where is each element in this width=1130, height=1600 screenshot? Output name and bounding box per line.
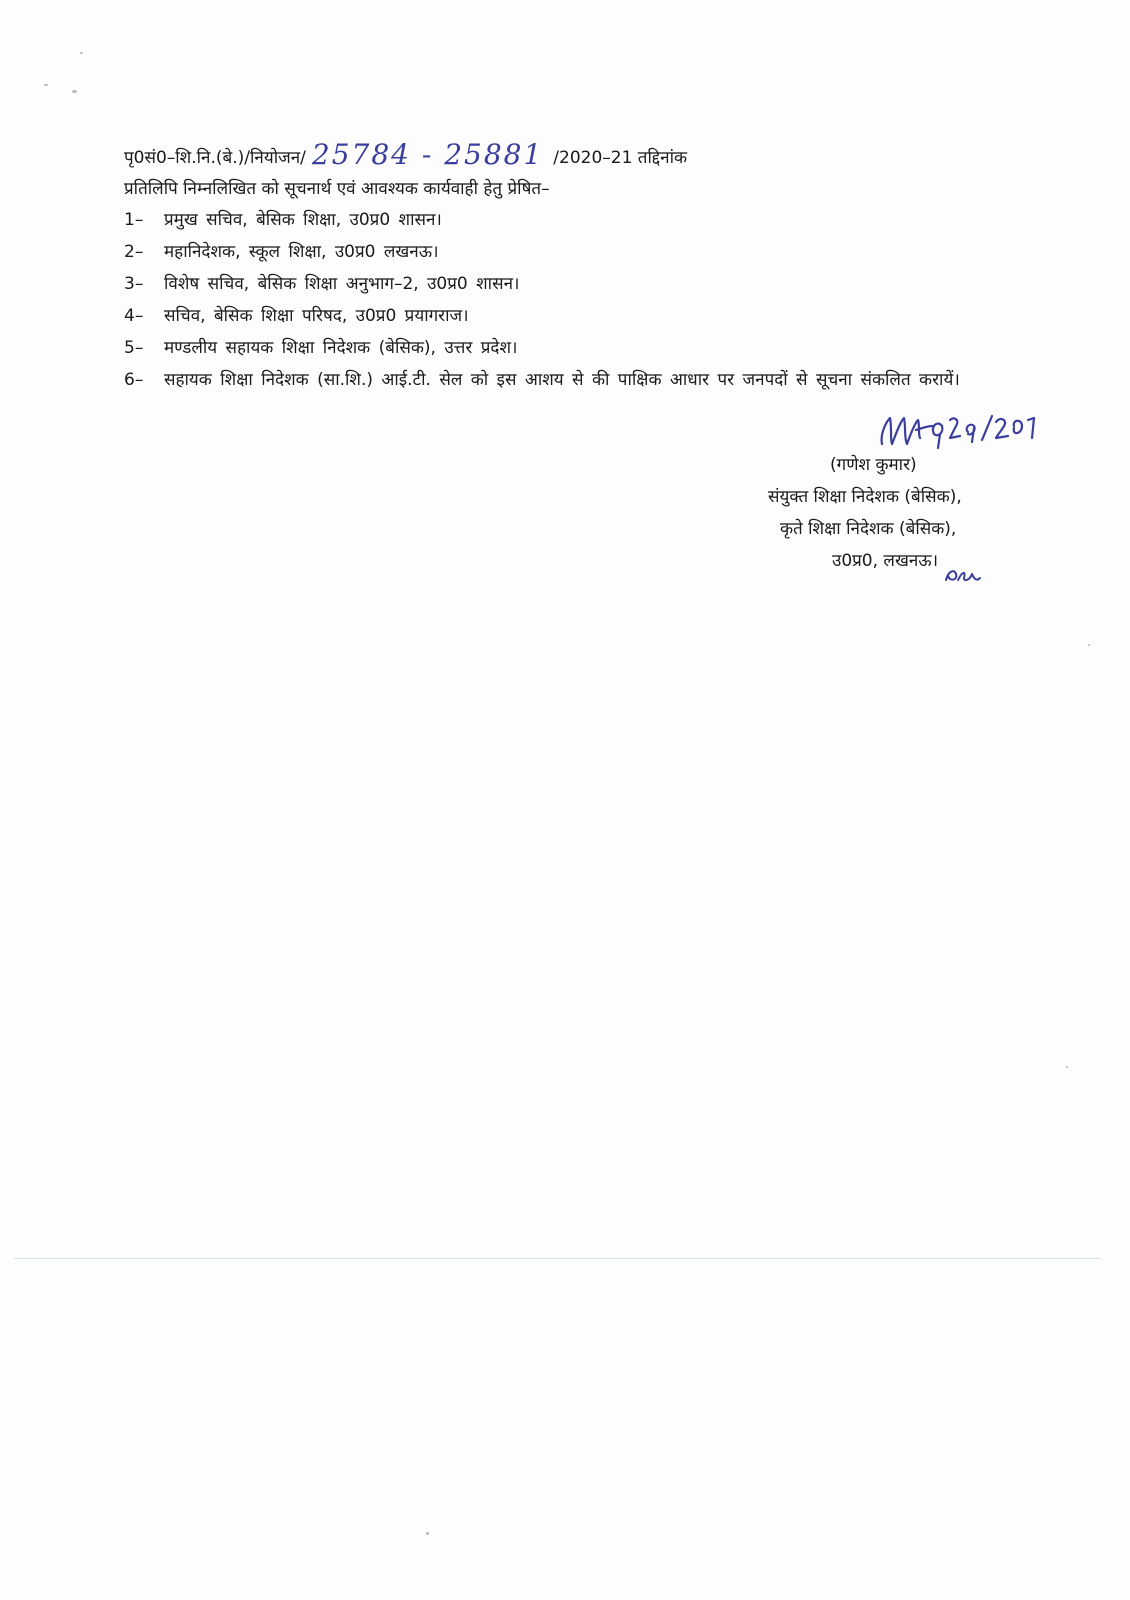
scan-speck: [1088, 644, 1090, 646]
scan-speck: [426, 1532, 429, 1535]
list-item: [124, 333, 1064, 364]
handwritten-reference-number: 25784 - 25881: [311, 138, 544, 171]
list-item: [124, 365, 1064, 396]
list-item-number: 5–: [124, 338, 144, 358]
scan-speck: [80, 52, 83, 54]
handwritten-signature: [876, 404, 1046, 454]
list-item-text: सचिव, बेसिक शिक्षा परिषद, उ0प्र0 प्रयागराज।: [164, 306, 469, 326]
list-item-number: 2–: [124, 242, 144, 262]
list-item-text: प्रमुख सचिव, बेसिक शिक्षा, उ0प्र0 शासन।: [164, 210, 442, 230]
handwritten-initials: [942, 560, 982, 586]
list-item: [124, 205, 1064, 236]
recipients-list: [124, 205, 1064, 397]
list-item-text: महानिदेशक, स्कूल शिक्षा, उ0प्र0 लखनऊ।: [164, 242, 439, 262]
copy-forwarded-line: प्रतिलिपि निम्नलिखित को सूचनार्थ एवं आवश्यक कार्यवाही हेतु प्रेषित–: [124, 179, 550, 199]
scan-fold-line: [14, 1258, 1100, 1259]
list-item-text: विशेष सचिव, बेसिक शिक्षा अनुभाग–2, उ0प्र0 शासन।: [164, 274, 520, 294]
list-item: [124, 269, 1064, 300]
list-item-number: 4–: [124, 306, 144, 326]
scan-speck: [44, 84, 48, 86]
list-item: [124, 237, 1064, 268]
signatory-location: उ0प्र0, लखनऊ।: [832, 551, 939, 571]
list-item-number: 3–: [124, 274, 144, 294]
reference-suffix: /2020–21 तद्दिनांक: [553, 148, 688, 168]
signatory-on-behalf: कृते शिक्षा निदेशक (बेसिक),: [780, 519, 957, 539]
reference-prefix: पृ0सं0–शि.नि.(बे.)/नियोजन/: [124, 148, 306, 168]
list-item-number: 6–: [124, 370, 144, 390]
list-item-number: 1–: [124, 210, 144, 230]
scan-speck: [72, 90, 77, 93]
signatory-designation: संयुक्त शिक्षा निदेशक (बेसिक),: [768, 487, 962, 507]
list-item-text: मण्डलीय सहायक शिक्षा निदेशक (बेसिक), उत्तर प्रदेश।: [164, 338, 518, 358]
list-item: [124, 301, 1064, 332]
reference-line: [124, 140, 687, 173]
list-item-text: सहायक शिक्षा निदेशक (सा.शि.) आई.टी. सेल को इस आशय से की पाक्षिक आधार पर जनपदों से सूचना संकलित करायें।: [164, 370, 960, 390]
scan-speck: [1066, 1066, 1068, 1068]
signatory-name: (गणेश कुमार): [830, 455, 917, 475]
